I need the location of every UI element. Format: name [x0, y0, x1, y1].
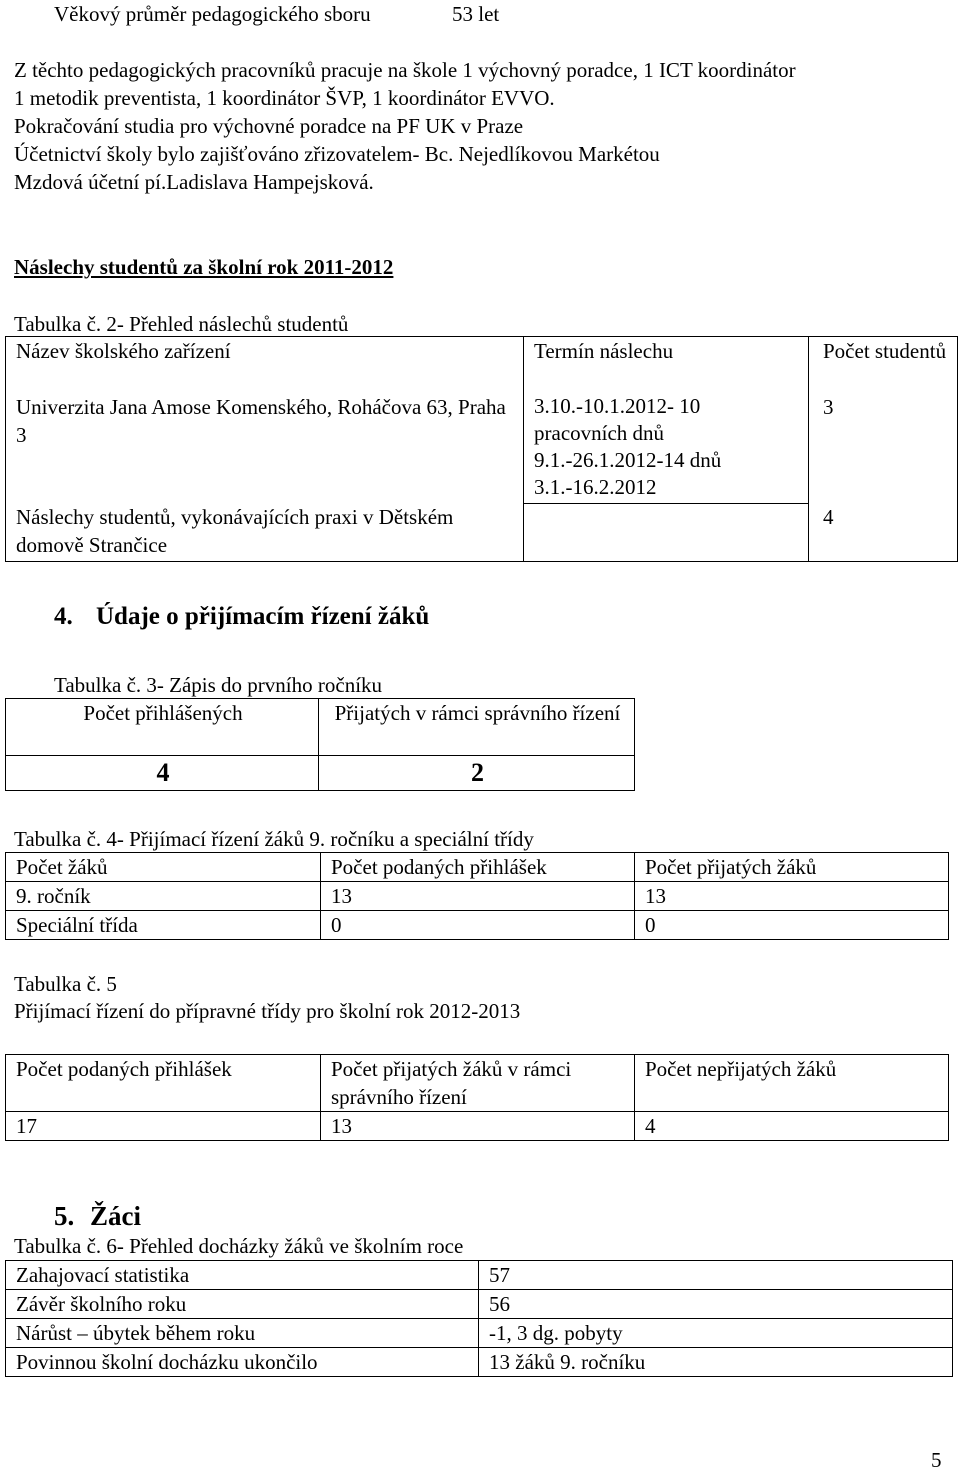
table4-caption: Tabulka č. 4- Přijímací řízení žáků 9. ročníku a speciální třídy: [14, 827, 534, 851]
table5-value-accepted: 13: [321, 1112, 635, 1141]
table3-header-accepted: Přijatých v rámci správního řízení: [319, 699, 635, 756]
table6-label: Závěr školního roku: [6, 1290, 479, 1319]
text-line: 1 metodik preventista, 1 koordinátor ŠVP, 1 koordinátor EVVO.: [14, 86, 555, 110]
table5-value-rejected: 4: [635, 1112, 949, 1141]
table3-header-registered: Počet přihlášených: [6, 699, 319, 756]
term-line: 3.1.-16.2.2012: [534, 475, 657, 499]
table5-header-applications: Počet podaných přihlášek: [6, 1055, 321, 1112]
avg-age-label: Věkový průměr pedagogického sboru: [54, 2, 371, 26]
table4-header-pupils: Počet žáků: [6, 853, 321, 882]
table2-row2-count: 4: [809, 503, 958, 562]
table6-value: 56: [479, 1290, 953, 1319]
section4-title: Údaje o přijímacím řízení žáků: [96, 603, 430, 630]
table6-value: -1, 3 dg. pobyty: [479, 1319, 953, 1348]
table5-caption: Tabulka č. 5: [14, 972, 117, 996]
table2-row2-term: [524, 503, 809, 562]
section5-number: 5.: [54, 1201, 75, 1231]
table-row: [6, 1348, 953, 1377]
table6-value: 57: [479, 1261, 953, 1290]
table4-cell: 13: [321, 882, 635, 911]
table5-subcaption: Přijímací řízení do přípravné třídy pro školní rok 2012-2013: [14, 999, 521, 1023]
table3: [5, 698, 635, 791]
term-line: pracovních dnů: [534, 421, 665, 445]
table4-cell: 0: [321, 911, 635, 940]
table-row: [6, 756, 635, 791]
text-line: Mzdová účetní pí.Ladislava Hampejsková.: [14, 170, 374, 194]
table5: [5, 1054, 949, 1141]
term-line: 3.10.-10.1.2012- 10: [534, 394, 701, 418]
page-number: 5: [931, 1448, 942, 1472]
table4-cell: Speciální třída: [6, 911, 321, 940]
table3-caption: Tabulka č. 3- Zápis do prvního ročníku: [54, 673, 383, 697]
text-line: Pokračování studia pro výchovné poradce na PF UK v Praze: [14, 114, 524, 138]
table6-label: Nárůst – úbytek během roku: [6, 1319, 479, 1348]
table3-value-registered: 4: [6, 756, 319, 791]
table-row: [6, 1055, 949, 1112]
table4-header-accepted: Počet přijatých žáků: [635, 853, 949, 882]
table4-cell: 0: [635, 911, 949, 940]
text-line: Z těchto pedagogických pracovníků pracuje na škole 1 výchovný poradce, 1 ICT koordinátor: [14, 58, 796, 82]
table2-row1-name: Univerzita Jana Amose Komenského, Roháčova 63, Praha 3: [6, 393, 524, 503]
table-row: [6, 1261, 953, 1290]
table2-header-name: Název školského zařízení: [6, 337, 524, 394]
table4-cell: 13: [635, 882, 949, 911]
table3-value-accepted: 2: [319, 756, 635, 791]
term-line: 9.1.-26.1.2012-14 dnů: [534, 448, 722, 472]
table5-header-accepted: Počet přijatých žáků v rámci správního řízení: [321, 1055, 635, 1112]
table2-header-term: Termín náslechu: [524, 337, 809, 394]
table5-value-applications: 17: [6, 1112, 321, 1141]
table-row: [6, 1319, 953, 1348]
text-line: Účetnictví školy bylo zajišťováno zřizovatelem- Bc. Nejedlíkovou Markétou: [14, 142, 660, 166]
avg-age-value: 53 let: [452, 2, 500, 26]
naslechy-heading: Náslechy studentů za školní rok 2011-2012: [14, 255, 394, 279]
table-row: [6, 503, 958, 562]
table-row: [6, 1112, 949, 1141]
table6: [5, 1260, 953, 1377]
table6-value: 13 žáků 9. ročníku: [479, 1348, 953, 1377]
table2-header-count: Počet studentů: [809, 337, 958, 394]
table2-row2-name: Náslechy studentů, vykonávajících praxi v Dětském domově Strančice: [6, 503, 524, 562]
table-row: [6, 911, 949, 940]
table6-caption: Tabulka č. 6- Přehled docházky žáků ve školním roce: [14, 1234, 464, 1258]
table5-header-rejected: Počet nepřijatých žáků: [635, 1055, 949, 1112]
table4-cell: 9. ročník: [6, 882, 321, 911]
table6-label: Zahajovací statistika: [6, 1261, 479, 1290]
table-row: [6, 337, 958, 394]
section4-number: 4.: [54, 603, 73, 630]
table2-caption: Tabulka č. 2- Přehled náslechů studentů: [14, 312, 349, 336]
table-row: [6, 882, 949, 911]
table2-row1-count: 3: [809, 393, 958, 503]
table4-header-applications: Počet podaných přihlášek: [321, 853, 635, 882]
table4: [5, 852, 949, 940]
table-row: [6, 699, 635, 756]
table-row: [6, 1290, 953, 1319]
section5-title: Žáci: [90, 1201, 141, 1231]
table2: [5, 336, 958, 562]
table-row: [6, 393, 958, 503]
table6-label: Povinnou školní docházku ukončilo: [6, 1348, 479, 1377]
table2-row1-term: [524, 393, 809, 503]
table-row: [6, 853, 949, 882]
